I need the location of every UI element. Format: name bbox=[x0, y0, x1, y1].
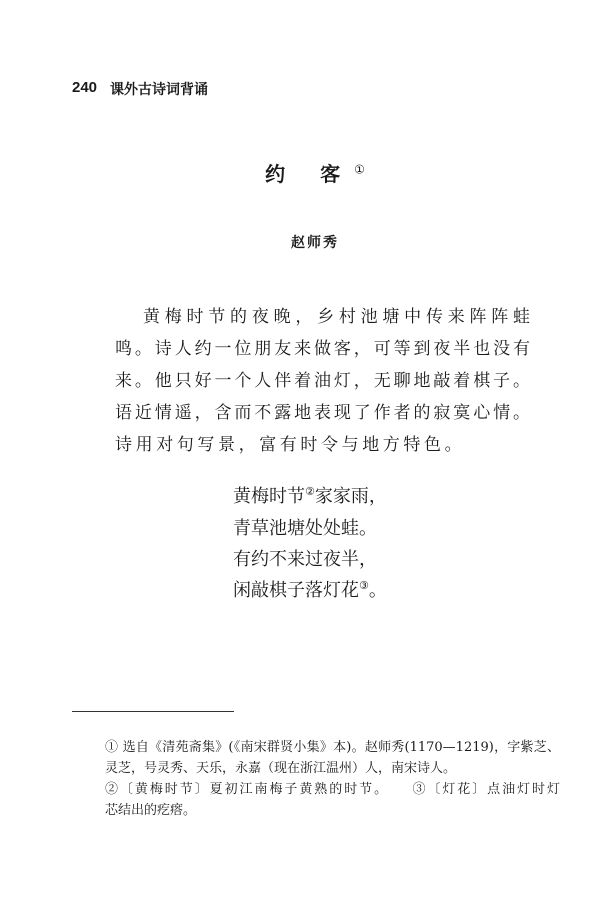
poem-line bbox=[233, 576, 387, 602]
intro-line: 鸣。诗人约一位朋友来做客，可等到夜半也没有 bbox=[115, 339, 530, 359]
page-number: 240 bbox=[72, 79, 98, 96]
poem-title bbox=[0, 158, 600, 187]
running-header-title: 课外古诗词背诵 bbox=[110, 82, 208, 98]
intro-line: 诗用对句写景，富有时令与地方特色。 bbox=[115, 435, 466, 455]
poem-line bbox=[233, 514, 377, 540]
footnote-marker: ② bbox=[305, 485, 315, 498]
footnote-marker: ③ bbox=[359, 579, 369, 592]
poem-line-text: 闲敲棋子落灯花 bbox=[233, 580, 359, 601]
poem-line-text: 。 bbox=[368, 580, 387, 601]
poem-line-text: 家家雨， bbox=[314, 486, 387, 507]
intro-line: 来。他只好一个人伴着油灯，无聊地敲着棋子。 bbox=[115, 371, 530, 391]
poem-line-text: 黄梅时节 bbox=[233, 486, 305, 507]
footnote-line: 灵芝，号灵秀、天乐，永嘉（现在浙江温州）人，南宋诗人。 bbox=[105, 761, 457, 776]
footnote-line: 芯结出的疙瘩。 bbox=[105, 803, 197, 818]
footnote-marker: ① bbox=[354, 162, 365, 177]
poem-line-text: 有约不来过夜半， bbox=[233, 549, 377, 570]
poem-line bbox=[233, 545, 377, 571]
footnote-line: ②〔黄梅时节〕夏初江南梅子黄熟的时节。 ③〔灯花〕点油灯时灯 bbox=[105, 782, 560, 797]
poem-author: 赵师秀 bbox=[291, 235, 339, 251]
intro-line: 黄梅时节的夜晚，乡村池塘中传来阵阵蛙 bbox=[143, 307, 530, 327]
poem-title-text: 约 客 bbox=[265, 162, 355, 186]
footnote-divider bbox=[72, 711, 234, 712]
intro-line: 语近情遥，含而不露地表现了作者的寂寞心情。 bbox=[115, 403, 530, 423]
poem-line bbox=[233, 482, 387, 508]
footnote-line: ① 选自《清苑斋集》(《南宋群贤小集》本)。赵师秀(1170—1219)，字紫芝、 bbox=[105, 740, 560, 755]
poem-line-text: 青草池塘处处蛙。 bbox=[233, 518, 377, 539]
